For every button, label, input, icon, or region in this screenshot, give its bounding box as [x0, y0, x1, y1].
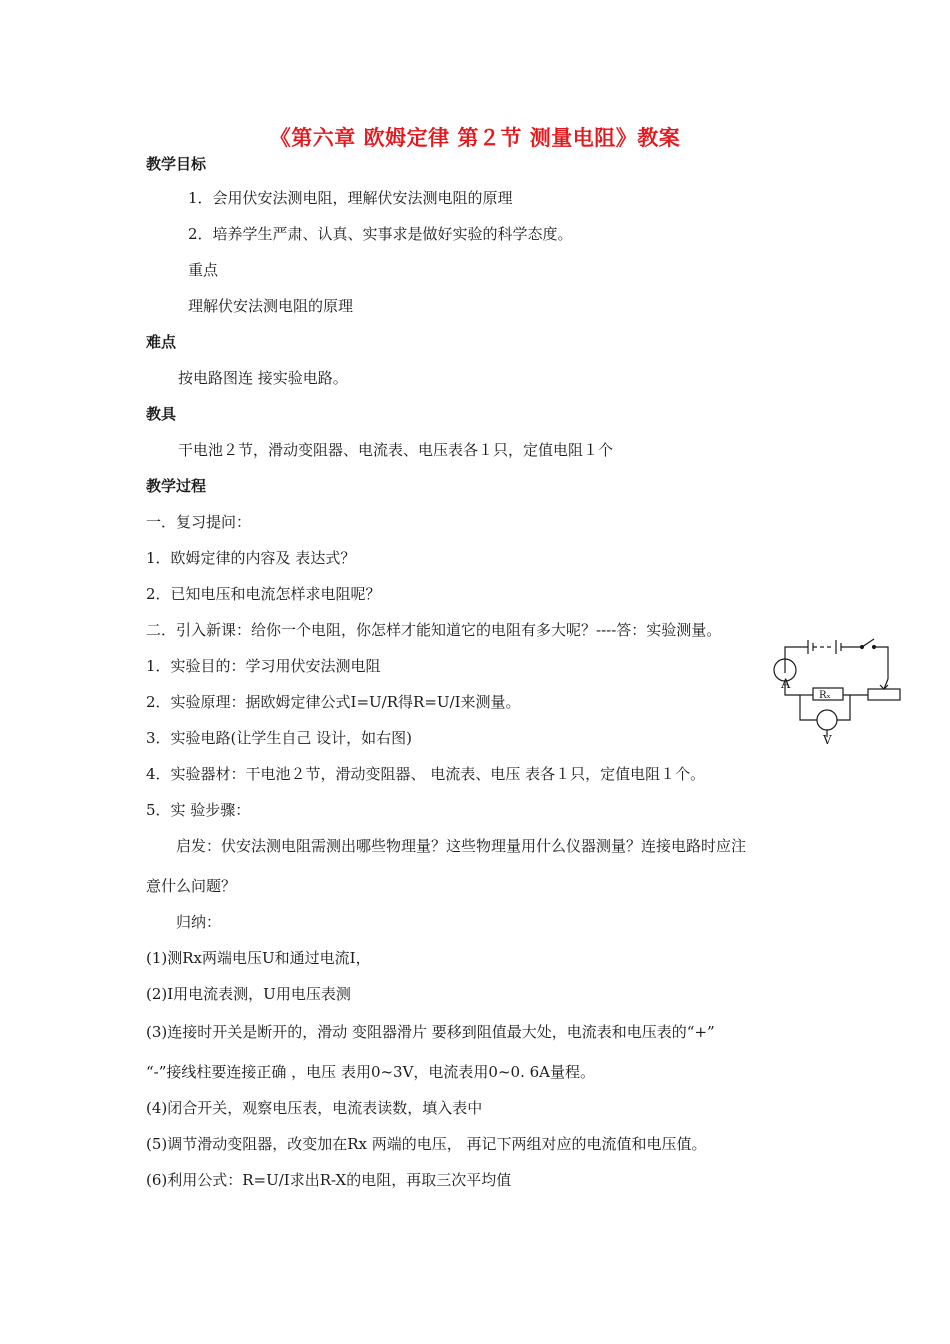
goal-item-1: 1．会用伏安法测电阻，理解伏安法测电阻的原理 [188, 189, 513, 207]
step-2: 2．实验原理：据欧姆定律公式I=U/R得R=U/I来测量。 [146, 693, 521, 711]
step-4: 4．实验器材：干电池２节，滑动变阻器、 电流表、电压 表各１只，定值电阻１个。 [146, 765, 706, 783]
summary-item-1: (1)测Rx两端电压U和通过电流I， [146, 949, 371, 967]
key-label: 重点 [188, 261, 219, 279]
summary-item-3a: (3)连接时开关是断开的，滑动 变阻器滑片 要移到阻值最大处，电流表和电压表的“+” [146, 1023, 715, 1041]
voltmeter-label: V [823, 733, 832, 745]
tools-text: 干电池２节，滑动变阻器、电流表、电压表各１只，定值电阻１个 [178, 441, 614, 459]
page-title: 《第六章 欧姆定律 第２节 测量电阻》教案 [269, 125, 681, 150]
tools-heading: 教具 [146, 405, 177, 423]
summary-label: 归纳： [176, 913, 222, 931]
summary-item-5: (5)调节滑动变阻器，改变加在Rx 两端的电压， 再记下两组对应的电流值和电压值。 [146, 1135, 707, 1153]
process-heading: 教学过程 [146, 477, 207, 495]
step-1: 1．实验目的：学习用伏安法测电阻 [146, 657, 381, 675]
ammeter-label: A [781, 677, 791, 692]
hint-line-2: 意什么问题？ [146, 877, 237, 895]
step-5: 5．实 验步骤： [146, 801, 251, 819]
review-question-2: 2．已知电压和电流怎样求电阻呢？ [146, 585, 381, 603]
difficulty-heading: 难点 [146, 333, 177, 351]
intro-text: 二．引入新课：给你一个电阻，你怎样才能知道它的电阻有多大呢？----答：实验测量。 [146, 621, 722, 639]
review-title: 一．复习提问： [146, 513, 252, 531]
summary-item-4: (4)闭合开关，观察电压表，电流表读数，填入表中 [146, 1099, 483, 1117]
summary-item-3b: “-”接线柱要连接正确 ，电压 表用0~3V，电流表用0~0. 6A量程。 [146, 1063, 595, 1081]
circuit-diagram [770, 625, 905, 745]
review-question-1: 1．欧姆定律的内容及 表达式？ [146, 549, 356, 567]
resistor-label: Rₓ [819, 690, 831, 701]
difficulty-text: 按电路图连 接实验电路。 [178, 369, 348, 387]
step-3: 3．实验电路(让学生自己 设计，如右图) [146, 729, 413, 747]
hint-line-1: 启发：伏安法测电阻需测出哪些物理量？这些物理量用什么仪器测量？连接电路时应注 [176, 837, 747, 855]
summary-item-2: (2)I用电流表测，U用电压表测 [146, 985, 351, 1003]
goals-heading: 教学目标 [146, 155, 207, 173]
key-text: 理解伏安法测电阻的原理 [188, 297, 354, 315]
summary-item-6: (6)利用公式：R=U/I求出R-X的电阻，再取三次平均值 [146, 1171, 512, 1189]
goal-item-2: 2．培养学生严肃、认真、实事求是做好实验的科学态度。 [188, 225, 573, 243]
